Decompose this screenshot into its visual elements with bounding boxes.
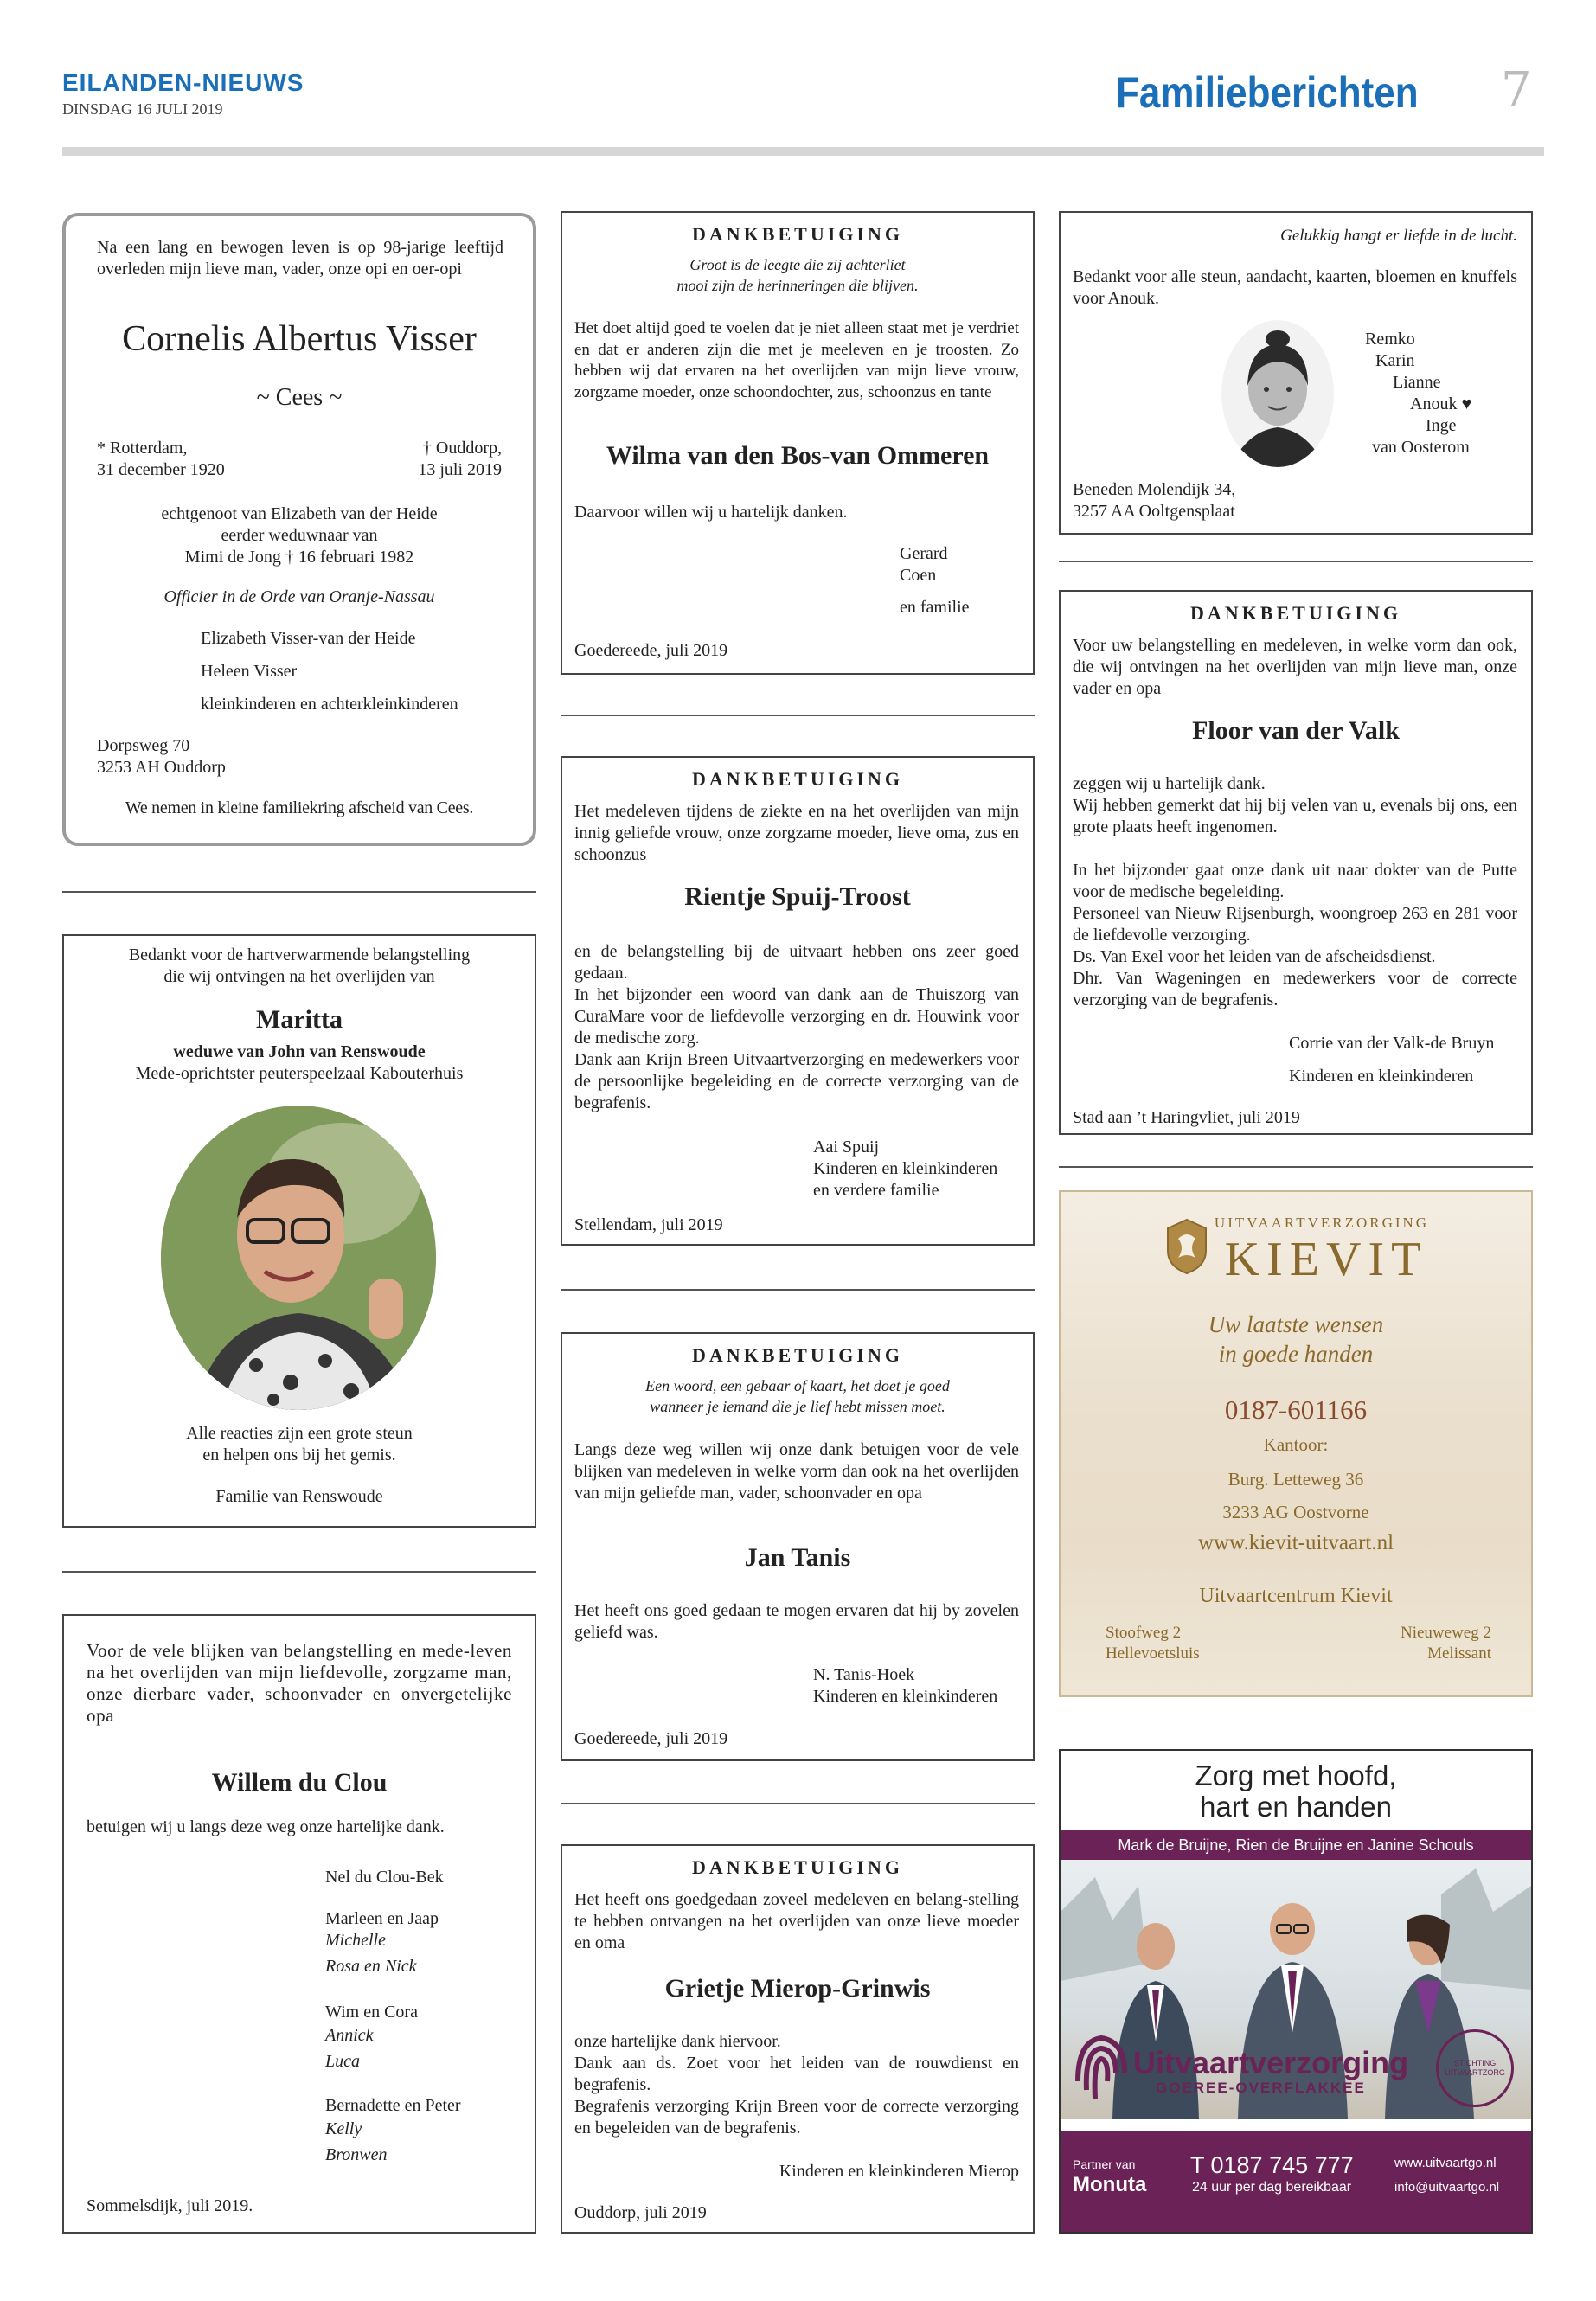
kievit-loc-1-street: Stoofweg 2 (1106, 1624, 1182, 1642)
fingerprint-icon (1071, 2029, 1131, 2107)
kievit-loc-2-city: Melissant (1427, 1644, 1491, 1663)
kievit-slogan-1: Uw laatste wensen (1208, 1311, 1384, 1337)
notice-spuij (561, 756, 1035, 1246)
duclou-kid: Rosa en Nick (325, 1957, 417, 1976)
valk-after-7: Dhr. Van Wageningen en medewerkers voor de correcte verzorging van de begrafenis. (1073, 969, 1517, 1009)
zorg-region: GOEREE-OVERFLAKKEE (1156, 2080, 1366, 2096)
bos-sign-1: Gerard (900, 544, 948, 563)
maritta-photo (161, 1106, 436, 1410)
valk-body: Voor uw belangstelling en medeleven, in welke vorm dan ook, die wij ontvingen na het overlijden van mijn lieve man, onze vader en opa (1073, 636, 1517, 698)
separator (561, 1803, 1035, 1804)
zorg-web[interactable]: www.uitvaartgo.nl (1394, 2156, 1497, 2170)
tanis-quote-2: wanneer je iemand die je lief hebt missen moet. (650, 1398, 945, 1415)
visser-family-2: Heleen Visser (201, 662, 298, 681)
kievit-loc-2-street: Nieuweweg 2 (1401, 1624, 1491, 1642)
duclou-place: Sommelsdijk, juli 2019. (87, 2196, 253, 2215)
visser-died-place: † Ouddorp, (422, 439, 502, 458)
anouk-name-1: Remko (1365, 330, 1415, 349)
kievit-loc-2 (1320, 1623, 1491, 1664)
zorg-title-1: Zorg met hoofd, (1195, 1759, 1397, 1791)
kievit-loc-1-city: Hellevoetsluis (1106, 1644, 1200, 1663)
zorg-stamp (1436, 2029, 1514, 2107)
maritta-outro-2: en helpen ons bij het gemis. (202, 1445, 396, 1465)
kievit-slogan-2: in goede handen (1218, 1341, 1374, 1367)
portrait-girl-icon (1221, 320, 1334, 467)
mierop-after-2: Dank aan ds. Zoet voor het leiden van de rouwdienst en begrafenis. (574, 2054, 1019, 2094)
header-rule (62, 147, 1544, 156)
anouk-name-6: van Oosterom (1372, 438, 1470, 457)
valk-sign-2: Kinderen en kleinkinderen (1289, 1067, 1474, 1086)
anouk-name-3: Lianne (1393, 373, 1441, 392)
kievit-web[interactable]: www.kievit-uitvaart.nl (1197, 1531, 1394, 1554)
notice-visser (62, 213, 536, 846)
bos-name: Wilma van den Bos-van Ommeren (606, 441, 990, 470)
notice-tanis (561, 1332, 1035, 1761)
bos-quote-1: Groot is de leegte die zij achterliet (689, 256, 906, 273)
separator (1059, 1166, 1533, 1168)
maritta-sub-1: weduwe van John van Renswoude (173, 1042, 426, 1061)
bos-sign-2: Coen (900, 566, 937, 585)
mierop-name: Grietje Mierop-Grinwis (664, 1974, 931, 2003)
anouk-name-2: Karin (1375, 351, 1415, 370)
notice-anouk (1059, 211, 1533, 535)
masthead: EILANDEN-NIEUWS (62, 69, 304, 96)
valk-sign-1: Corrie van der Valk-de Bruyn (1289, 1034, 1495, 1053)
anouk-photo (1221, 320, 1334, 467)
zorg-logo (1061, 2022, 1531, 2118)
spuij-place: Stellendam, juli 2019 (574, 1215, 723, 1234)
duclou-thanks: betuigen wij u langs deze weg onze hartelijke dank. (87, 1817, 445, 1836)
mierop-sign: Kinderen en kleinkinderen Mierop (779, 2162, 1019, 2181)
maritta-name: Maritta (256, 1005, 343, 1034)
kievit-office: Kantoor: (1263, 1434, 1329, 1455)
visser-family-1: Elizabeth Visser-van der Heide (201, 629, 416, 648)
zorg-email[interactable]: info@uitvaartgo.nl (1394, 2180, 1500, 2195)
spuij-sign-3: en verdere familie (813, 1181, 939, 1200)
visser-address-2: 3253 AH Ouddorp (97, 758, 226, 777)
spuij-heading: DANKBETUIGING (692, 768, 903, 790)
tanis-heading: DANKBETUIGING (692, 1344, 903, 1366)
zorg-title-2: hart en handen (1199, 1791, 1393, 1823)
visser-born-place: * Rotterdam, (97, 439, 188, 458)
separator (561, 715, 1035, 716)
visser-address-1: Dorpsweg 70 (97, 736, 190, 755)
visser-spouse-1: echtgenoot van Elizabeth van der Heide (161, 504, 438, 523)
kievit-top: UITVAARTVERZORGING (1214, 1215, 1430, 1231)
valk-after-2: Wij hebben gemerkt dat hij bij velen van u, evenals bij ons, een grote plaats heeft ingenomen. (1073, 796, 1517, 836)
valk-after-5: Personeel van Nieuw Rijsenburgh, woongroep 263 en 281 voor de liefdevolle verzorging. (1073, 904, 1517, 945)
mierop-after-1: onze hartelijke dank hiervoor. (574, 2032, 781, 2051)
tanis-sign-1: N. Tanis-Hoek (813, 1665, 915, 1684)
spuij-after-2: In het bijzonder een woord van dank aan de Thuiszorg van CuraMare voor de liefdevolle verzorging en dr. Houwink voor de medische zorg. (574, 985, 1019, 1048)
kievit-phone: 0187-601166 (1224, 1394, 1368, 1425)
tanis-body: Langs deze weg willen wij onze dank betuigen voor de vele blijken van medeleven in welke vorm dan ook na het overlijden van mijn geliefde man, vader, schoonvader en opa (574, 1440, 1019, 1503)
ad-uitvaartzorg[interactable] (1059, 1749, 1533, 2234)
anouk-name-4 (1410, 394, 1471, 415)
tanis-place: Goedereede, juli 2019 (574, 1729, 728, 1748)
kievit-city: 3233 AG Oostvorne (1222, 1502, 1369, 1522)
bos-thanks: Daarvoor willen wij u hartelijk danken. (574, 503, 848, 522)
ad-kievit[interactable] (1059, 1190, 1533, 1697)
portrait-woman-icon (161, 1106, 436, 1410)
bos-quote-2: mooi zijn de herinneringen die blijven. (676, 277, 919, 294)
maritta-sub-2: Mede-oprichtster peuterspeelzaal Kabouterhuis (135, 1064, 464, 1083)
anouk-name-4-text: Anouk (1410, 394, 1458, 413)
tanis-quote-1: Een woord, een gebaar of kaart, het doet je goed (645, 1377, 950, 1394)
valk-after-4: In het bijzonder gaat onze dank uit naar dokter van de Putte voor de medische begeleiding. (1073, 861, 1517, 901)
section-title: Familieberichten (1116, 68, 1419, 117)
separator (561, 1289, 1035, 1291)
duclou-group-2: Marleen en Jaap (325, 1909, 439, 1928)
bos-body: Het doet altijd goed te voelen dat je niet alleen staat met je verdriet en dat er anderen zijn die met je meeleven en je troosten. Zo hebben wij dat ervaren na het overlijden van mijn lieve vrouw, zorgzame moeder, onze schoondochter, zus, schoonzus en tante (574, 319, 1019, 401)
tanis-after: Het heeft ons goed gedaan te mogen ervaren dat hij by zovelen geliefd was. (574, 1601, 1019, 1642)
zorg-hours: 24 uur per dag bereikbaar (1192, 2180, 1352, 2195)
mierop-after-3: Begrafenis verzorging Krijn Breen voor de correcte verzorging en begeleiden van de begrafenis. (574, 2097, 1019, 2138)
valk-place: Stad aan ’t Haringvliet, juli 2019 (1073, 1108, 1300, 1127)
duclou-name: Willem du Clou (211, 1768, 388, 1797)
bos-heading: DANKBETUIGING (692, 223, 903, 245)
zorg-brand: Uitvaartverzorging (1133, 2045, 1409, 2080)
separator (1059, 561, 1533, 562)
maritta-intro-2: die wij ontvingen na het overlijden van (163, 967, 435, 986)
valk-after-6: Ds. Van Exel voor het leiden van de afscheidsdienst. (1073, 947, 1436, 966)
duclou-kid: Annick (325, 2026, 374, 2045)
anouk-body: Bedankt voor alle steun, aandacht, kaarten, bloemen en knuffels voor Anouk. (1073, 267, 1517, 308)
bos-place: Goedereede, juli 2019 (574, 641, 728, 660)
duclou-kid: Bronwen (325, 2145, 388, 2164)
zorg-stamp-text: STICHTING UITVAARTZORG (1445, 2059, 1505, 2077)
kievit-loc-1 (1106, 1623, 1200, 1664)
mierop-body: Het heeft ons goedgedaan zoveel medeleven en belang-stelling te hebben ontvangen na het overlijden van onze lieve moeder en oma (574, 1890, 1019, 1952)
dateline: DINSDAG 16 JULI 2019 (62, 100, 223, 118)
duclou-group-1: Nel du Clou-Bek (325, 1868, 444, 1887)
zorg-monuta: Monuta (1073, 2173, 1147, 2196)
duclou-intro: Voor de vele blijken van belangstelling en mede-leven na het overlijden van mijn liefdevolle, zorgzame man, onze dierbare vader, schoonvader en onvergetelijke opa (87, 1640, 512, 1726)
visser-died-date: 13 juli 2019 (418, 460, 502, 479)
zorg-partner: Partner van (1073, 2157, 1136, 2171)
maritta-outro-1: Alle reacties zijn een grote steun (186, 1424, 413, 1443)
spuij-sign-1: Aai Spuij (813, 1138, 880, 1157)
kievit-brand: KIEVIT (1224, 1233, 1428, 1286)
tanis-name: Jan Tanis (744, 1543, 851, 1572)
kievit-centrum: Uitvaartcentrum Kievit (1199, 1585, 1393, 1607)
valk-name: Floor van der Valk (1192, 716, 1400, 745)
kievit-street: Burg. Letteweg 36 (1227, 1469, 1364, 1490)
spuij-after-3: Dank aan Krijn Breen Uitvaartverzorging en medewerkers voor de persoonlijke begeleiding en de correcte verzorging van de begrafenis. (574, 1050, 1019, 1112)
valk-after-1: zeggen wij u hartelijk dank. (1073, 774, 1266, 793)
heart-icon: ♥ (1461, 394, 1472, 413)
visser-spouse-3: Mimi de Jong † 16 februari 1982 (184, 548, 414, 567)
zorg-phone[interactable]: T 0187 745 777 (1190, 2152, 1354, 2178)
visser-name: Cornelis Albertus Visser (122, 319, 477, 359)
separator (62, 1571, 536, 1573)
duclou-group-3: Wim en Cora (325, 2003, 418, 2022)
notice-maritta (62, 934, 536, 1528)
mierop-place: Ouddorp, juli 2019 (574, 2203, 707, 2222)
zorg-footer (1061, 2131, 1531, 2232)
tanis-sign-2: Kinderen en kleinkinderen (813, 1687, 998, 1706)
maritta-intro-1: Bedankt voor de hartverwarmende belangstelling (128, 945, 471, 965)
zorg-names: Mark de Bruijne, Rien de Bruijne en Janine Schouls (1061, 1830, 1531, 1860)
visser-intro: Na een lang en bewogen leven is op 98-jarige leeftijd overleden mijn lieve man, vader, onze opi en oer-opi (97, 238, 503, 279)
mierop-heading: DANKBETUIGING (692, 1856, 903, 1878)
visser-closing: We nemen in kleine familiekring afscheid van Cees. (125, 798, 474, 817)
duclou-kid: Kelly (325, 2119, 362, 2138)
anouk-address-2: 3257 AA Ooltgensplaat (1073, 502, 1235, 521)
duclou-kid: Michelle (325, 1931, 386, 1950)
notice-duclou (62, 1614, 536, 2234)
notice-mierop (561, 1844, 1035, 2234)
visser-nick: ~ Cees ~ (256, 384, 343, 411)
spuij-body: Het medeleven tijdens de ziekte en na het overlijden van mijn innig geliefde vrouw, onze zorgzame moeder, lieve oma, zus en schoonzus (574, 802, 1019, 864)
anouk-quote: Gelukkig hangt er liefde in de lucht. (1280, 227, 1517, 245)
page-number: 7 (1501, 62, 1532, 119)
spuij-name: Rientje Spuij-Troost (684, 882, 911, 911)
duclou-group-4: Bernadette en Peter (325, 2096, 461, 2115)
duclou-kid: Luca (325, 2052, 360, 2071)
separator (62, 891, 536, 893)
bos-sign-3: en familie (900, 598, 970, 617)
visser-born-date: 31 december 1920 (97, 460, 225, 479)
visser-spouse-2: eerder weduwnaar van (221, 526, 378, 545)
notice-bos (561, 211, 1035, 675)
anouk-address-1: Beneden Molendijk 34, (1073, 480, 1236, 499)
notice-valk (1059, 590, 1533, 1135)
spuij-after-1: en de belangstelling bij de uitvaart hebben ons zeer goed gedaan. (574, 942, 1019, 983)
spuij-sign-2: Kinderen en kleinkinderen (813, 1159, 998, 1178)
valk-heading: DANKBETUIGING (1190, 602, 1401, 624)
maritta-sign: Familie van Renswoude (215, 1487, 383, 1506)
visser-family-3: kleinkinderen en achterkleinkinderen (201, 695, 458, 714)
visser-officier: Officier in de Orde van Oranje-Nassau (163, 587, 435, 606)
anouk-name-5: Inge (1426, 416, 1457, 435)
